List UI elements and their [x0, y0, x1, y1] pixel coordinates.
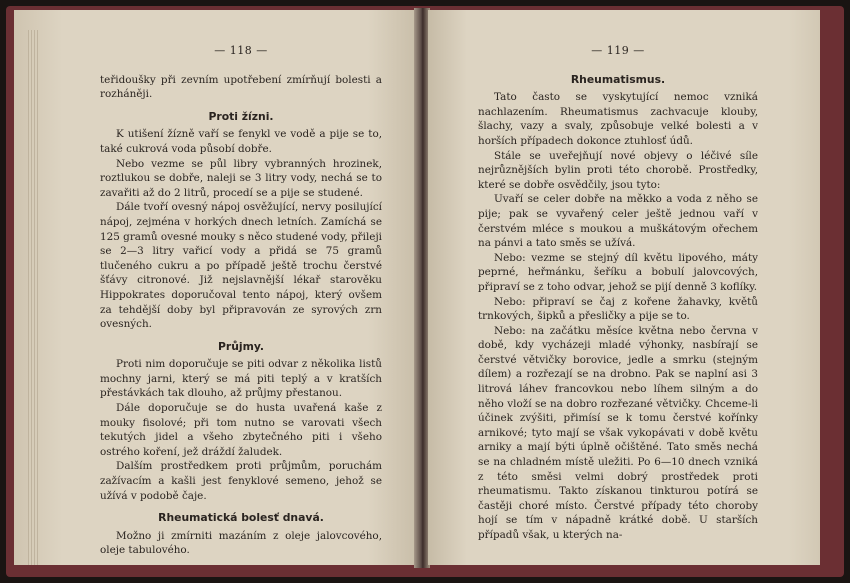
right-page: [428, 10, 820, 565]
right-page-text: [478, 44, 758, 543]
paragraph: K utišení žízně vaří se fenykl ve vodě a pije se to, také cukrová voda působí dobře.: [100, 128, 382, 155]
paragraph: Stále se uveřejňují nové objevy o léčivé síle nejrůznějších bylin proti této chorobě. Prostředky, které se dobře osvědčily, jsou tyto:: [478, 149, 758, 191]
section-heading-rheumatism: Rheumatismus.: [570, 72, 666, 86]
paragraph: Dále tvoří ovesný nápoj osvěžující, nervy posilující nápoj, zejména v horkých dnech letních. Zamíchá se 125 gramů ovesné mouky s něco studené vody, přileji se 2—3 litry vařicí vody a přidá se 75 gramů tlučeného cukru a po případě ještě trochu čerstvé šťávy citronové. Již nejslavnější lékař starověku Hippokrates doporučoval tento nápoj, který ovšem za tehdější doby byl připravován ze syrových zrn ovesných.: [100, 201, 382, 331]
page-number-right: — 119 —: [591, 44, 645, 57]
paragraph: Tato často se vyskytující nemoc vzniká nachlazením. Rheumatismus zachvacuje klouby, šlachy, vazy a svaly, způsobuje velké bolesti a v horších případech dokonce ztuhlosť údů.: [478, 91, 758, 147]
paragraph: Možno ji zmírniti mazáním z oleje jalovcového, oleje tabulového.: [100, 529, 382, 557]
left-page-text: [100, 44, 382, 558]
paragraph: Nebo: připraví se čaj z kořene žahavky, květů trnkových, šipků a přesličky a pije se to.: [478, 295, 758, 323]
paragraph: Dále doporučuje se do husta uvařená kaše z mouky fisolové; při tom nutno se varovati všech tekutých jidel a všeho zbytečného piti i všeho ostrého koření, jež dráždí žaludek.: [100, 402, 382, 458]
paragraph: Uvaří se celer dobře na měkko a voda z něho se pije; pak se vyvařený celer ještě jednou vaří v čerstvém mléce s moukou a muškátovým ořechem na pánvi a tato směs se užívá.: [478, 193, 758, 250]
section-heading-diarrhea: Průjmy.: [217, 339, 265, 353]
section-heading-gout: Rheumatická bolesť dnavá.: [158, 511, 324, 525]
section-heading-thirst: Proti žízni.: [208, 109, 274, 123]
paragraph: Nebo vezme se půl libry vybranných hrozinek, roztlukou se dobře, naleji se 3 litry vody, nechá se to zavařiti až do 2 litrů, procedí se a pije se studené.: [100, 157, 382, 199]
paragraph: teřidoušky při zevním upotřebení zmírňují bolesti a rozháněji.: [100, 73, 382, 101]
page-number-left: — 118 —: [214, 44, 268, 57]
page-edges: [28, 30, 40, 565]
paragraph: Nebo: na začátku měsíce května nebo června v době, kdy vycházeji mladé výhonky, nasbírají se čerstvé větvičky borovice, jedle a smrku (stejným dílem) a rozřezají se na drobno. Pak se naplní asi 3 litrová láhev francovkou nebo líhem silným a do něho vloží se na dobro rozřezané větvičky. Chceme-li účinek zvýšiti, přimísí se k tomu čerstvé kořínky arnikové; tyto mají se však vykopávati v době květu arniky a mají býti úplně očištěné. Tato směs nechá se na chladném místě uležiti. Po 6—10 dnech vzniká z této směsi velmi dobrý prostředek proti rheumatismu. Takto získanou tinkturou potírá se častěji choré místo. Čerstvé případy této choroby hojí se tím v nápadně krátké době. U starších případů však, u kterých na-: [478, 324, 758, 541]
paragraph: Nebo: vezme se stejný díl květu lipového, máty peprné, heřmánku, šeříku a bobulí jalovcových, připraví se z toho odvar, jehož se pijí denně 3 koflíky.: [478, 251, 758, 293]
paragraph: Proti nim doporučuje se piti odvar z několika listů mochny jarni, který se má piti teplý a v kratších přestávkách tak dlouho, až průjmy přestanou.: [100, 358, 382, 400]
left-page: [14, 10, 416, 565]
paragraph: Dalším prostředkem proti průjmům, poruchám zažívacím a kašli jest fenyklové semeno, jehož se užívá v podobě čaje.: [100, 460, 382, 502]
